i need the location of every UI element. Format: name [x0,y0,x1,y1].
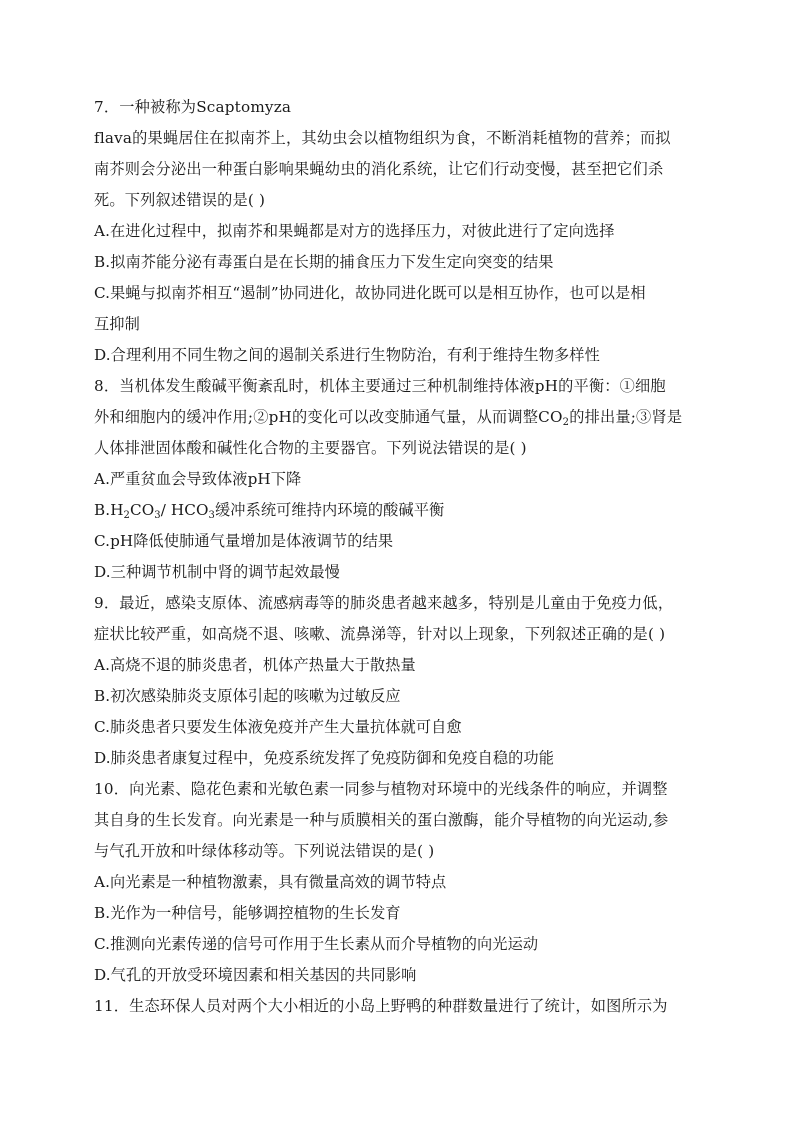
question-9-option-d: D.肺炎患者康复过程中，免疫系统发挥了免疫防御和免疫自稳的功能 [94,749,554,767]
question-10 [94,774,704,991]
question-11-stem-line: 11．生态环保人员对两个大小相近的小岛上野鸭的种群数量进行了统计，如图所示为 [94,997,668,1015]
question-7-option-d: D.合理利用不同生物之间的遏制关系进行生物防治，有利于维持生物多样性 [94,346,600,364]
stem-text: 外和细胞内的缓冲作用;②pH的变化可以改变肺通气量，从而调整CO [94,408,563,426]
question-7 [94,92,704,371]
question-8-option-b [94,495,704,526]
question-7-option-a: A.在进化过程中，拟南芥和果蝇都是对方的选择压力，对彼此进行了定向选择 [94,222,615,240]
question-7-option-c: C.果蝇与拟南芥相互“遏制”协同进化，故协同进化既可以是相互协作，也可以是相 [94,284,646,302]
question-7-option-b: B.拟南芥能分泌有毒蛋白是在长期的捕食压力下发生定向突变的结果 [94,253,554,271]
question-8-option-d: D.三种调节机制中肾的调节起效最慢 [94,563,340,581]
question-7-stem-line: flava的果蝇居住在拟南芥上，其幼虫会以植物组织为食，不断消耗植物的营养；而拟 [94,129,671,147]
question-10-stem-line: 其自身的生长发育。向光素是一种与质膜相关的蛋白激酶，能介导植物的向光运动,参 [94,811,669,829]
formula-part: B.H [94,501,124,519]
question-8-stem-line: 8．当机体发生酸碱平衡紊乱时，机体主要通过三种机制维持体液pH的平衡：①细胞 [94,377,666,395]
option-text: 缓冲系统可维持内环境的酸碱平衡 [215,501,445,519]
question-7-option-c-cont: 互抑制 [94,315,140,333]
stem-text: 的排出量;③肾是 [569,408,683,426]
subscript: 2 [562,417,570,428]
question-7-stem-line: 7．一种被称为Scaptomyza [94,98,292,116]
question-8-stem-line: 人体排泄固体酸和碱性化合物的主要器官。下列说法错误的是( ) [94,439,527,457]
subscript: 2 [123,510,131,521]
question-9-stem-line: 9．最近，感染支原体、流感病毒等的肺炎患者越来越多，特别是儿童由于免疫力低， [94,594,674,612]
question-8 [94,371,704,588]
question-10-option-a: A.向光素是一种植物激素，具有微量高效的调节特点 [94,873,447,891]
question-10-option-c: C.推测向光素传递的信号可作用于生长素从而介导植物的向光运动 [94,935,539,953]
question-8-option-c: C.pH降低使肺通气量增加是体液调节的结果 [94,532,394,550]
subscript: 3 [208,510,215,521]
question-8-option-a: A.严重贫血会导致体液pH下降 [94,470,302,488]
question-10-option-b: B.光作为一种信号，能够调控植物的生长发育 [94,904,401,922]
question-10-stem-line: 与气孔开放和叶绿体移动等。下列说法错误的是( ) [94,842,435,860]
question-9-option-b: B.初次感染肺炎支原体引起的咳嗽为过敏反应 [94,687,401,705]
question-7-stem-line: 南芥则会分泌出一种蛋白影响果蝇幼虫的消化系统，让它们行动变慢，甚至把它们杀 [94,160,664,178]
exam-page [94,92,704,1022]
question-7-stem-line: 死。下列叙述错误的是( ) [94,191,266,209]
formula-part: CO [130,501,155,519]
formula-part: / HCO [160,501,209,519]
question-8-stem-line [94,402,704,433]
question-9-option-c: C.肺炎患者只要发生体液免疫并产生大量抗体就可自愈 [94,718,462,736]
question-11 [94,991,704,1022]
subscript: 3 [154,510,161,521]
question-10-stem-line: 10．向光素、隐花色素和光敏色素一同参与植物对环境中的光线条件的响应，并调整 [94,780,668,798]
question-9-stem-line: 症状比较严重，如高烧不退、咳嗽、流鼻涕等，针对以上现象，下列叙述正确的是( ) [94,625,666,643]
question-10-option-d: D.气孔的开放受环境因素和相关基因的共同影响 [94,966,417,984]
question-9 [94,588,704,774]
question-9-option-a: A.高烧不退的肺炎患者，机体产热量大于散热量 [94,656,416,674]
